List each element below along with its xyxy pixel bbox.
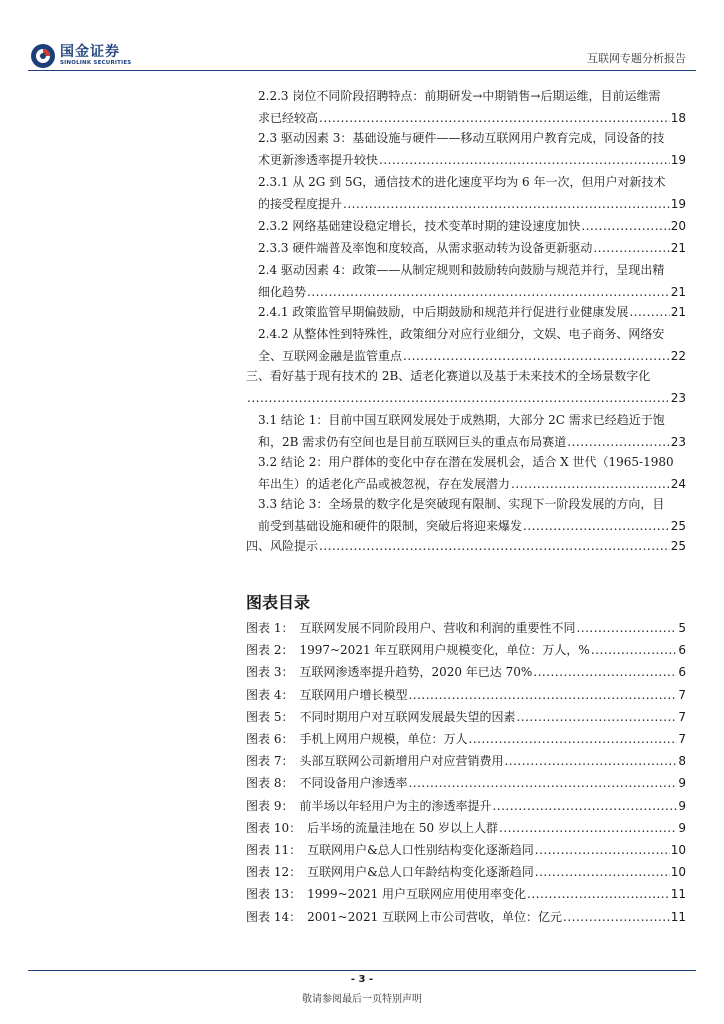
toc-page-number: 24 [670, 477, 686, 491]
toc-entry[interactable] [258, 238, 686, 258]
figure-page-number: 7 [678, 687, 686, 702]
figure-page-number: 10 [670, 865, 686, 880]
figure-leader [591, 640, 678, 660]
toc-leader [403, 346, 670, 366]
page-header [0, 0, 724, 70]
figure-label: 图表 3： [246, 665, 294, 680]
toc-leader [523, 516, 670, 536]
figure-page-number: 11 [670, 887, 686, 902]
toc-entry-line2: 和，2B 需求仍有空间也是目前互联网巨头的重点布局赛道 [258, 435, 567, 449]
toc-leader [629, 302, 669, 322]
figure-title: 互联网渗透率提升趋势，2020 年已达 70% [299, 665, 533, 680]
figures-section-title: 图表目录 [246, 593, 311, 612]
figure-title: 2001~2021 互联网上市公司营收，单位：亿元 [307, 909, 563, 924]
figure-page-number: 9 [678, 776, 686, 791]
toc-page-number: 21 [670, 305, 686, 319]
toc-page-number: 21 [670, 285, 686, 299]
figure-title: 后半场的流量洼地在 50 岁以上人群 [307, 820, 498, 835]
figure-label: 图表 13： [246, 887, 302, 902]
company-logo [30, 42, 131, 70]
figure-page-number: 6 [678, 665, 686, 680]
figure-title: 1997~2021 年互联网用户规模变化，单位：万人，% [299, 643, 590, 658]
toc-entry-line1: 2.4.2 从整体性到特殊性，政策细分对应行业细分，文娱、电子商务、网络安 [258, 327, 665, 341]
toc-leader [379, 150, 670, 170]
figure-entry[interactable] [246, 685, 686, 705]
figure-leader [499, 818, 677, 838]
toc-leader [343, 194, 670, 214]
toc-entry-line1: 2.3 驱动因素 3：基础设施与硬件——移动互联网用户教育完成，同设备的技 [258, 131, 665, 145]
figure-page-number: 11 [670, 909, 686, 924]
toc-page-number: 19 [670, 153, 686, 167]
toc-entry[interactable] [258, 432, 686, 452]
toc-leader [319, 108, 670, 128]
toc-entry-text: 2.4.1 政策监管早期偏鼓励，中后期鼓励和规范并行促进行业健康发展 [258, 305, 629, 319]
figure-entry[interactable] [246, 907, 686, 927]
toc-entry-line1: 3.1 结论 1：目前中国互联网发展处于成熟期，大部分 2C 需求已经趋近于饱 [258, 413, 665, 427]
toc-entry-line2: 细化趋势 [258, 285, 307, 299]
figure-entry[interactable] [246, 751, 686, 771]
toc-entry[interactable] [258, 302, 686, 322]
toc-entry[interactable] [258, 474, 686, 494]
figure-label: 图表 5： [246, 709, 294, 724]
toc-entry[interactable] [258, 282, 686, 302]
figure-title: 手机上网用户规模，单位：万人 [299, 732, 468, 746]
figure-entry[interactable] [246, 729, 686, 749]
figure-title: 不同时期用户对互联网发展最失望的因素 [299, 709, 516, 724]
toc-entry-line1: 2.4 驱动因素 4：政策——从制定规则和鼓励转向鼓励与规范并行，呈现出精 [258, 263, 665, 277]
figure-entry[interactable] [246, 640, 686, 660]
toc-entry[interactable] [258, 194, 686, 214]
figure-entry[interactable] [246, 796, 686, 816]
figure-leader [408, 685, 677, 705]
footer-divider [28, 970, 696, 971]
figure-label: 图表 6： [246, 732, 294, 746]
figure-leader [492, 796, 677, 816]
figure-entry[interactable] [246, 662, 686, 682]
report-title: 互联网专题分析报告 [587, 52, 686, 65]
figure-title: 不同设备用户渗透率 [299, 776, 408, 791]
figure-label: 图表 14： [246, 909, 302, 924]
figure-label: 图表 9： [246, 798, 294, 813]
toc-page-number: 19 [670, 197, 686, 211]
figure-leader [576, 618, 677, 638]
figure-label: 图表 4： [246, 687, 294, 702]
figure-entry[interactable] [246, 818, 686, 838]
figure-page-number: 9 [678, 820, 686, 835]
toc-leader [567, 432, 669, 452]
footer-disclaimer: 敬请参阅最后一页特别声明 [302, 994, 422, 1005]
header-divider [28, 70, 696, 71]
toc-entry-line2: 术更新渗透率提升较快 [258, 153, 379, 167]
figure-leader [408, 773, 677, 793]
toc-leader [307, 282, 670, 302]
toc-leader [581, 216, 669, 236]
toc-entry-line2: 的接受程度提升 [258, 197, 343, 211]
figure-title: 1999~2021 用户互联网应用使用率变化 [307, 887, 527, 902]
figure-entry[interactable] [246, 884, 686, 904]
logo-english-name: SINOLINK SECURITIES [60, 60, 132, 67]
figure-leader [516, 707, 677, 727]
figure-entry[interactable] [246, 618, 686, 638]
figure-page-number: 9 [678, 798, 686, 813]
page-number: - 3 - [350, 974, 374, 985]
figure-page-number: 6 [678, 643, 686, 658]
figure-title: 互联网用户增长模型 [299, 687, 408, 702]
figure-title: 互联网用户&总人口性别结构变化逐渐趋同 [307, 843, 534, 857]
figure-page-number: 8 [678, 754, 686, 769]
figure-entry[interactable] [246, 707, 686, 727]
toc-entry-line1: 2.3.1 从 2G 到 5G，通信技术的进化速度平均为 6 年一次，但用户对新技术 [258, 175, 666, 189]
toc-entry[interactable] [258, 216, 686, 236]
figure-page-number: 7 [678, 732, 686, 746]
toc-leader [593, 238, 669, 258]
figure-leader [535, 840, 670, 860]
figure-label: 图表 12： [246, 865, 302, 880]
toc-leader [511, 474, 670, 494]
toc-page-number: 25 [670, 519, 686, 533]
toc-entry-line1: 三、看好基于现有技术的 2B、适老化赛道以及基于未来技术的全场景数字化 [246, 369, 651, 383]
toc-page-number: 25 [670, 539, 686, 553]
toc-leader [319, 536, 670, 556]
figure-page-number: 10 [670, 843, 686, 857]
logo-chinese-name: 国金证券 [60, 44, 120, 61]
figure-leader [504, 751, 677, 771]
toc-entry-line1: 2.2.3 岗位不同阶段招聘特点：前期研发→中期销售→后期运维，目前运维需 [258, 89, 661, 103]
figure-title: 头部互联网公司新增用户对应营销费用 [299, 754, 504, 769]
toc-leader [247, 388, 670, 408]
toc-page-number: 20 [670, 219, 686, 233]
figure-label: 图表 8： [246, 776, 294, 791]
figure-entry[interactable] [246, 773, 686, 793]
figure-label: 图表 7： [246, 754, 294, 769]
figure-leader [527, 884, 670, 904]
toc-entry[interactable] [258, 108, 686, 128]
toc-entry-line2: 求已经较高 [258, 111, 319, 125]
toc-page-number: 21 [670, 241, 686, 255]
toc-entry-line1: 3.3 结论 3：全场景的数字化是突破现有限制、实现下一阶段发展的方向，目 [258, 497, 665, 511]
figure-label: 图表 1： [246, 621, 294, 635]
toc-page-number: 18 [670, 111, 686, 125]
figure-title: 互联网用户&总人口年龄结构变化逐渐趋同 [307, 865, 534, 880]
toc-entry-text: 2.3.3 硬件端普及率饱和度较高，从需求驱动转为设备更新驱动 [258, 241, 593, 255]
figure-leader [533, 662, 677, 682]
figure-page-number: 5 [678, 621, 686, 635]
toc-page-number: 23 [670, 435, 686, 449]
figure-label: 图表 11： [246, 843, 302, 857]
toc-entry[interactable] [246, 388, 686, 408]
toc-page-number: 22 [670, 349, 686, 363]
figure-title: 互联网发展不同阶段用户、营收和利润的重要性不同 [299, 621, 576, 635]
toc-entry-line2: 年出生）的适老化产品或被忽视，存在发展潜力 [258, 477, 511, 491]
toc-entry[interactable] [258, 516, 686, 536]
toc-entry-line2: 前受到基础设施和硬件的限制，突破后将迎来爆发 [258, 519, 523, 533]
toc-entry-text: 2.3.2 网络基础建设稳定增长，技术变革时期的建设速度加快 [258, 219, 581, 233]
figure-title: 前半场以年轻用户为主的渗透率提升 [299, 798, 492, 813]
logo-mark-icon [30, 43, 56, 69]
toc-entry-line1: 3.2 结论 2：用户群体的变化中存在潜在发展机会，适合 X 世代（1965-1980 [258, 455, 674, 469]
toc-entry-text: 四、风险提示 [246, 539, 319, 553]
toc-entry-line2: 全、互联网金融是监管重点 [258, 349, 403, 363]
figure-leader [535, 862, 670, 882]
figure-leader [563, 907, 670, 927]
figure-entry[interactable] [246, 862, 686, 882]
figure-label: 图表 2： [246, 643, 294, 658]
figure-label: 图表 10： [246, 820, 302, 835]
toc-entry[interactable] [258, 346, 686, 366]
toc-entry[interactable] [258, 150, 686, 170]
figure-entry[interactable] [246, 840, 686, 860]
toc-entry[interactable] [246, 536, 686, 556]
figure-leader [468, 729, 677, 749]
figure-page-number: 7 [678, 709, 686, 724]
toc-page-number: 23 [670, 391, 686, 405]
